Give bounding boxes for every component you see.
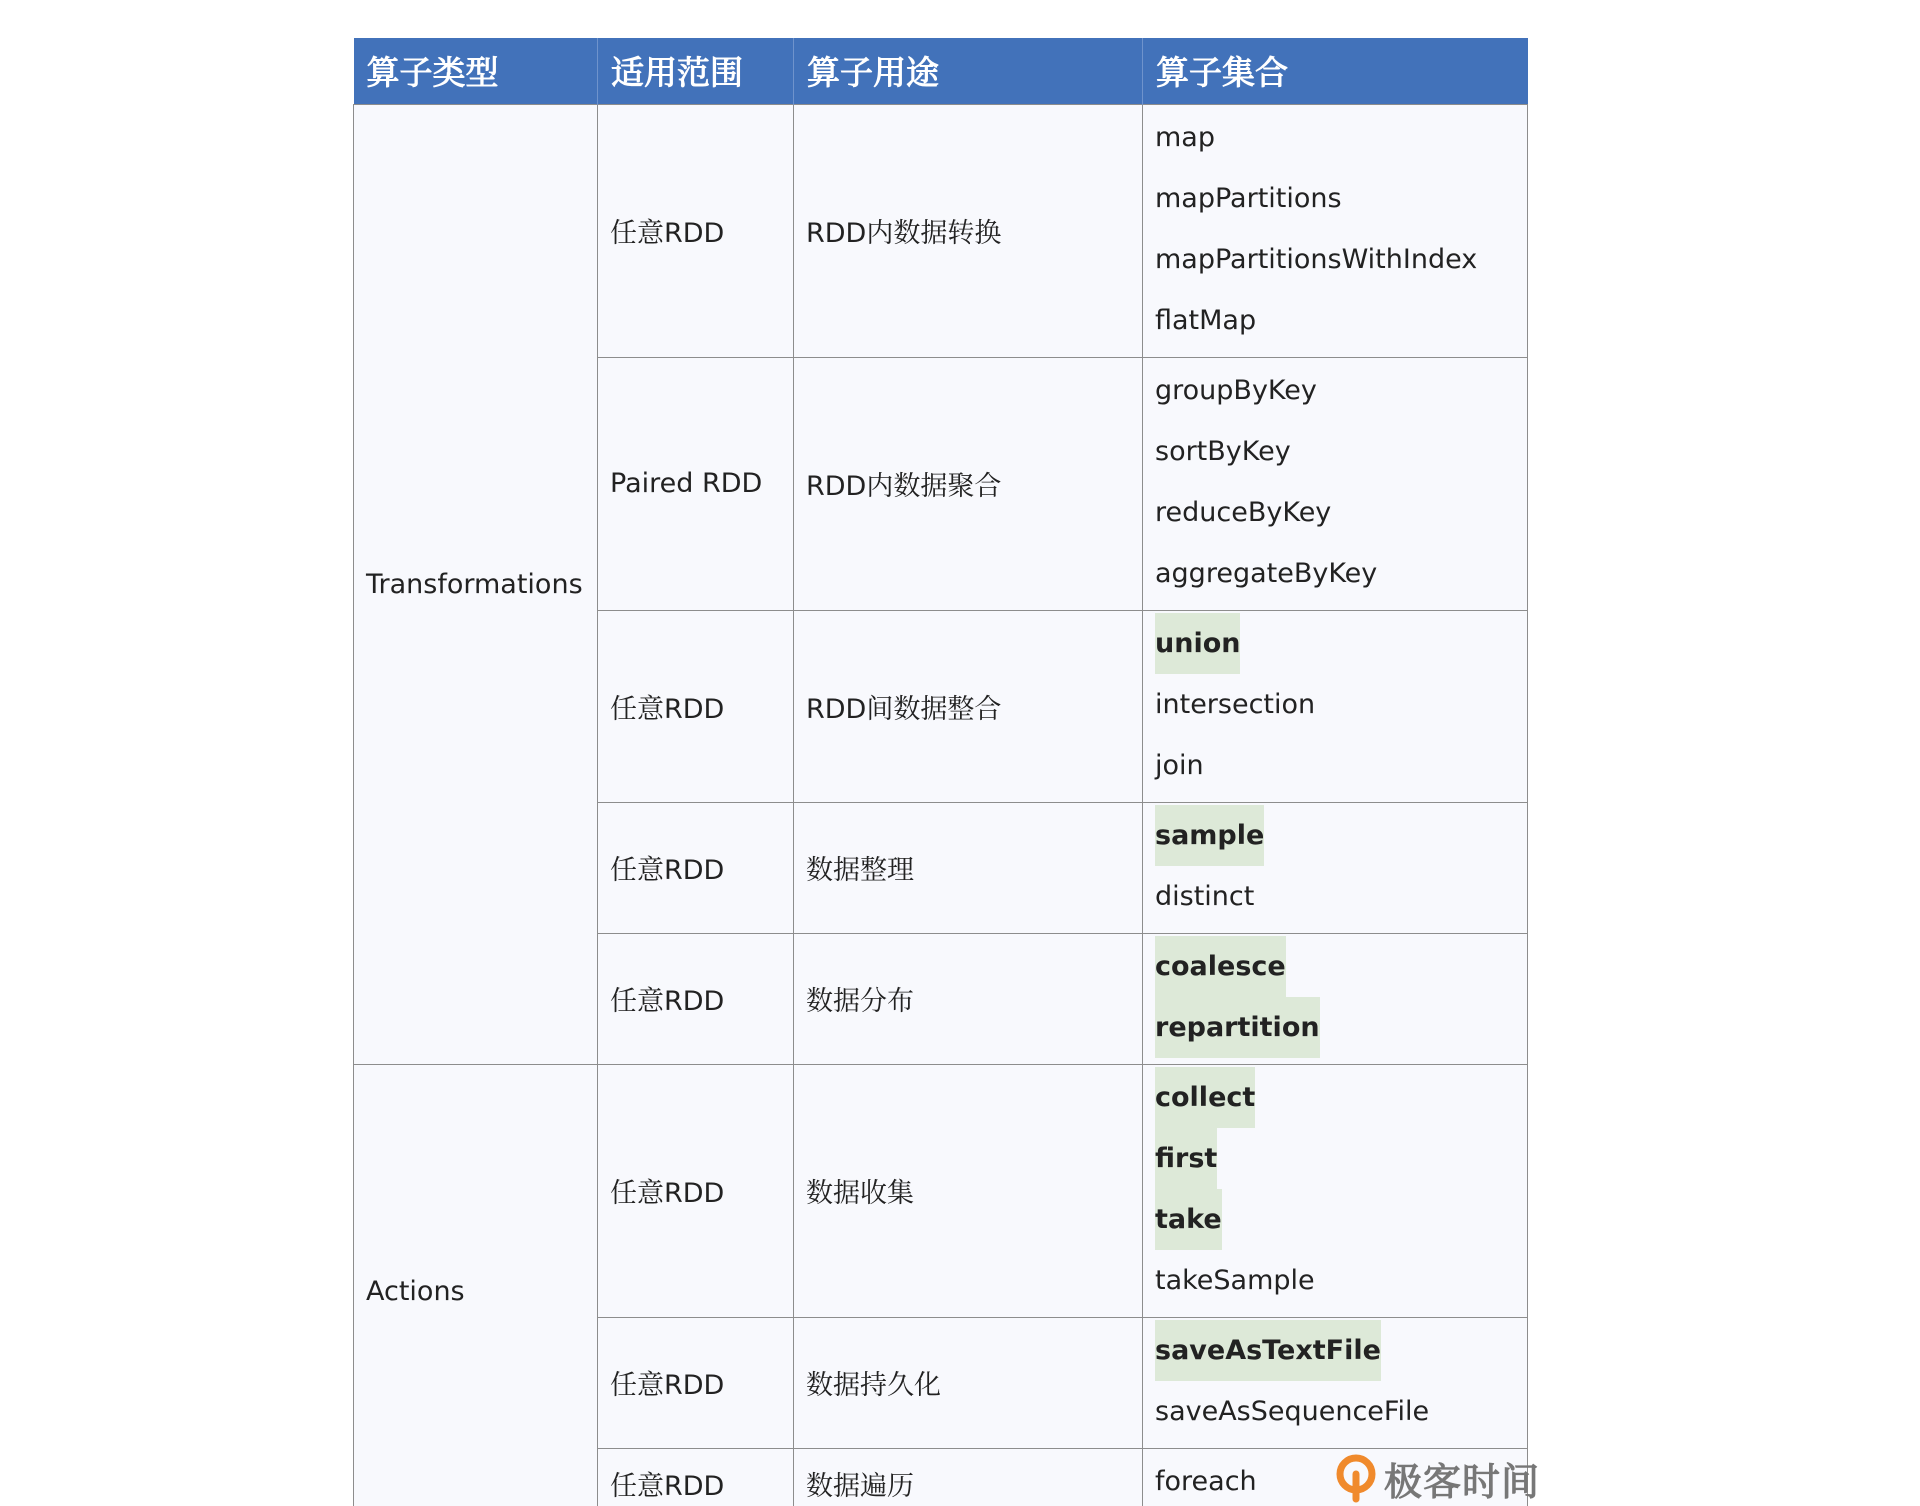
operator-set-cell	[1143, 802, 1528, 933]
header-operator-set: 算子集合	[1143, 38, 1528, 104]
operator-set-cell	[1143, 1317, 1528, 1448]
operator-name: mapPartitions	[1155, 182, 1342, 214]
operator-name: groupByKey	[1155, 374, 1317, 406]
operator-name-highlighted: first	[1155, 1128, 1217, 1189]
operators-table	[353, 38, 1528, 1506]
scope-cell: 任意RDD	[598, 1064, 794, 1317]
geektime-logo-text: 极客时间	[1384, 1459, 1541, 1504]
operator-name: takeSample	[1155, 1264, 1315, 1296]
operator-set-cell	[1143, 357, 1528, 610]
scope-cell: 任意RDD	[598, 933, 794, 1064]
operator-set-cell	[1143, 610, 1528, 802]
purpose-cell: 数据整理	[794, 802, 1143, 933]
header-scope: 适用范围	[598, 38, 794, 104]
operator-name: sortByKey	[1155, 435, 1291, 467]
operator-name: saveAsSequenceFile	[1155, 1395, 1430, 1427]
table-body	[354, 104, 1528, 1506]
operator-name: flatMap	[1155, 304, 1257, 336]
purpose-cell: RDD内数据聚合	[794, 357, 1143, 610]
purpose-cell: 数据持久化	[794, 1317, 1143, 1448]
operator-name-highlighted: take	[1155, 1189, 1222, 1250]
operator-name: foreach	[1155, 1465, 1257, 1497]
table-row	[354, 1064, 1528, 1317]
header-purpose: 算子用途	[794, 38, 1143, 104]
geektime-logo-icon	[1334, 1453, 1378, 1503]
scope-cell: 任意RDD	[598, 104, 794, 357]
operator-name-highlighted: repartition	[1155, 997, 1320, 1058]
operator-name: reduceByKey	[1155, 496, 1332, 528]
scope-cell: 任意RDD	[598, 802, 794, 933]
operator-name-highlighted: coalesce	[1155, 936, 1286, 997]
operator-name-highlighted: saveAsTextFile	[1155, 1320, 1381, 1381]
scope-cell: 任意RDD	[598, 610, 794, 802]
operator-name: map	[1155, 121, 1215, 153]
purpose-cell: RDD间数据整合	[794, 610, 1143, 802]
scope-cell: 任意RDD	[598, 1317, 794, 1448]
purpose-cell: 数据收集	[794, 1064, 1143, 1317]
operator-set-cell	[1143, 1064, 1528, 1317]
scope-cell: 任意RDD	[598, 1448, 794, 1506]
header-row	[354, 38, 1528, 104]
operator-type-cell: Transformations	[354, 104, 598, 1064]
operator-name-highlighted: sample	[1155, 805, 1264, 866]
operator-name-highlighted: collect	[1155, 1067, 1255, 1128]
operator-name: intersection	[1155, 688, 1316, 720]
operator-name: join	[1155, 749, 1204, 781]
purpose-cell: 数据遍历	[794, 1448, 1143, 1506]
purpose-cell: 数据分布	[794, 933, 1143, 1064]
operator-name: mapPartitionsWithIndex	[1155, 243, 1478, 275]
purpose-cell: RDD内数据转换	[794, 104, 1143, 357]
header-operator-type: 算子类型	[354, 38, 598, 104]
operator-name-highlighted: union	[1155, 613, 1240, 674]
operator-name: distinct	[1155, 880, 1255, 912]
operator-type-cell: Actions	[354, 1064, 598, 1506]
operator-set-cell	[1143, 933, 1528, 1064]
operator-name: aggregateByKey	[1155, 557, 1378, 589]
table-header	[354, 38, 1528, 104]
operator-set-cell	[1143, 104, 1528, 357]
table-row	[354, 104, 1528, 357]
geektime-logo	[1334, 1451, 1540, 1505]
scope-cell: Paired RDD	[598, 357, 794, 610]
